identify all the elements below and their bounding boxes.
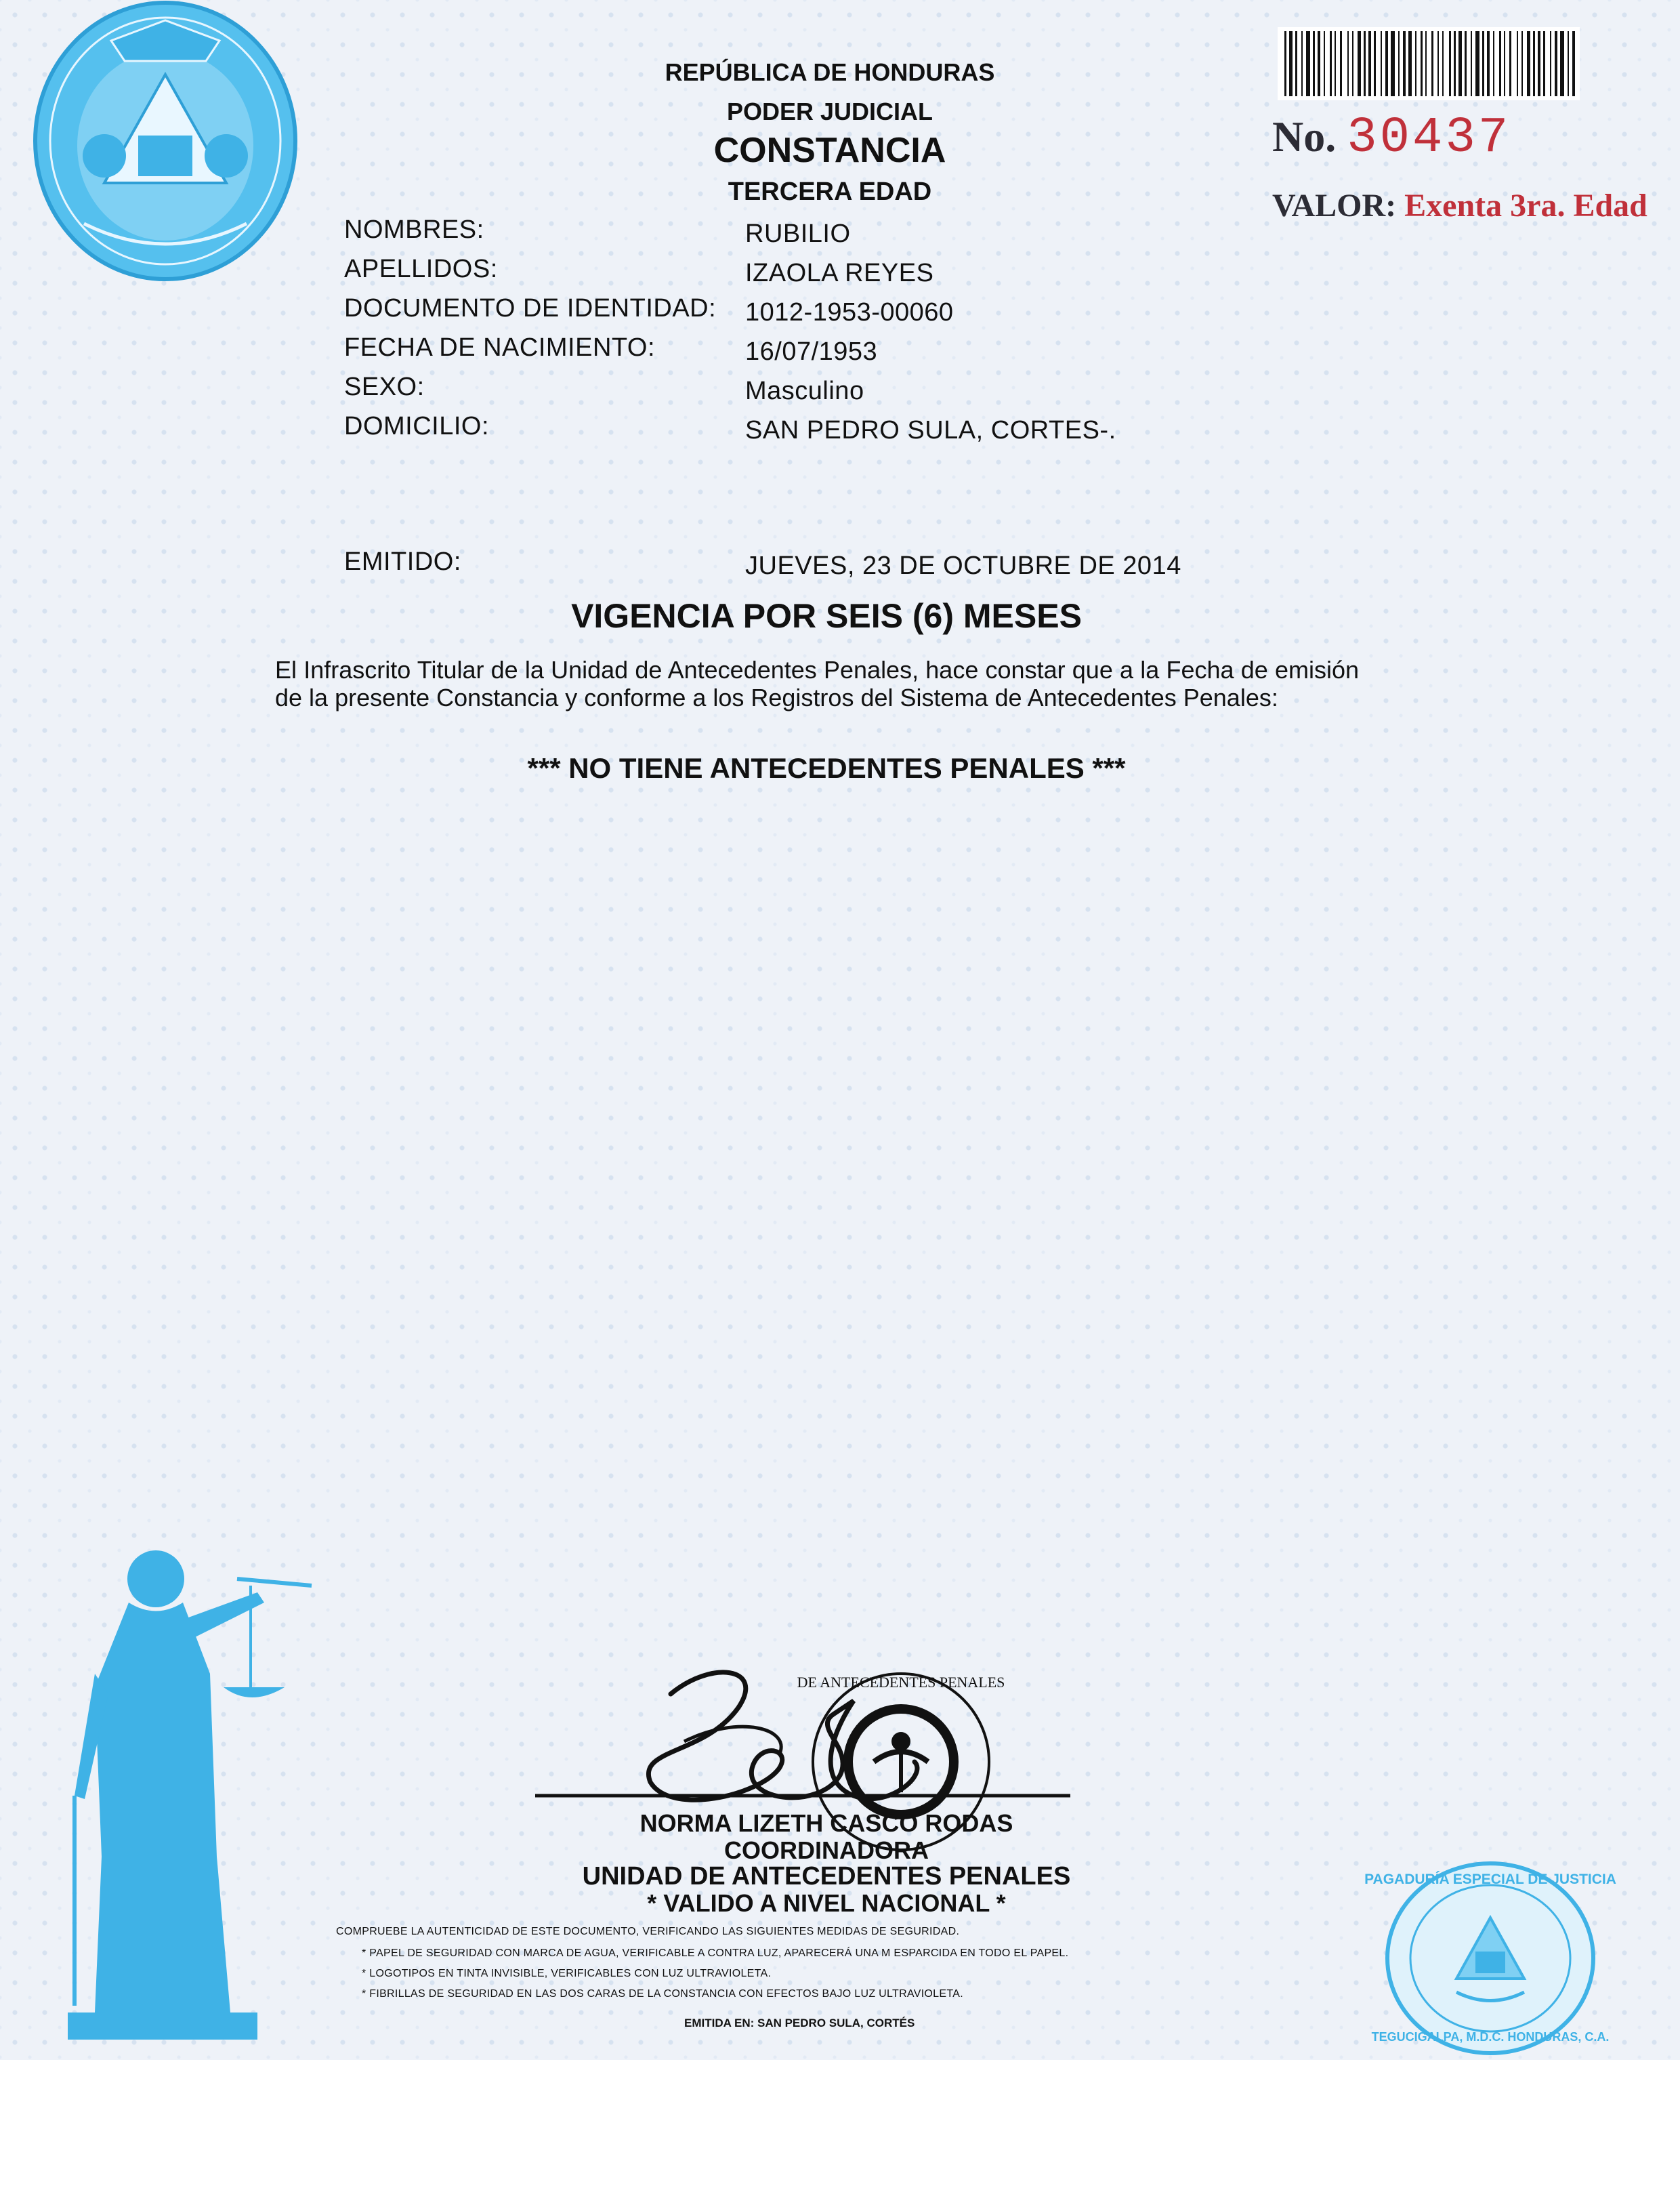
security-note-watermark: * PAPEL DE SEGURIDAD CON MARCA DE AGUA, VERIFICABLE A CONTRA LUZ, APARECERÁ UNA M ESPARCIDA EN TODO EL PAPEL. [362,1947,1069,1959]
field-value-nombres: RUBILIO [745,220,851,248]
barcode-bar [1465,31,1467,96]
serial-prefix: No. [1272,112,1337,161]
barcode-bar [1437,31,1439,96]
validity-heading: VIGENCIA POR SEIS (6) MESES [571,597,1082,635]
barcode-bar [1398,31,1400,96]
barcode-bar [1391,31,1395,96]
signatory-role: COORDINADORA [724,1836,929,1864]
field-value-apellidos: IZAOLA REYES [745,259,934,287]
security-note-uv-logos: * LOGOTIPOS EN TINTA INVISIBLE, VERIFICABLES CON LUZ ULTRAVIOLETA. [362,1968,772,1979]
field-value-domicilio: SAN PEDRO SULA, CORTES-. [745,416,1116,445]
barcode-bar [1415,31,1416,96]
lady-justice-statue [54,1538,312,2040]
barcode-bar [1403,31,1406,96]
barcode-bar [1550,31,1551,96]
barcode-bar [1538,31,1540,96]
barcode-bar [1313,31,1315,96]
barcode-bar [1555,31,1557,96]
coat-of-arms-seal [30,0,301,285]
issued-at: EMITIDA EN: SAN PEDRO SULA, CORTÉS [684,2017,915,2029]
field-value-documento: 1012-1953-00060 [745,298,954,327]
signatory-name: NORMA LIZETH CASCO RODAS [639,1809,1013,1837]
security-note-fibers: * FIBRILLAS DE SEGURIDAD EN LAS DOS CARAS DE LA CONSTANCIA CON EFECTOS BAJO LUZ ULTRAVIOLETA. [362,1988,963,2000]
barcode-bar [1289,31,1293,96]
barcode-bar [1352,31,1353,96]
barcode-bar [1442,31,1444,96]
security-intro: COMPRUEBE LA AUTENTICIDAD DE ESTE DOCUMENTO, VERIFICANDO LAS SIGUIENTES MEDIDAS DE SEGURIDAD. [336,1926,960,1937]
pagaduria-seal [1364,1857,1616,2060]
barcode-bar [1408,31,1412,96]
barcode-bar [1527,31,1530,96]
barcode [1278,27,1580,100]
barcode-bar [1504,31,1505,96]
barcode-bar [1330,31,1332,96]
value-label: VALOR: [1272,188,1397,224]
field-value-sexo: Masculino [745,377,864,405]
result-statement: *** NO TIENE ANTECEDENTES PENALES *** [527,752,1126,784]
barcode-bar [1318,31,1320,96]
barcode-bar [1449,31,1451,96]
barcode-bar [1487,31,1490,96]
barcode-bar [1385,31,1388,96]
barcode-bar [1425,31,1427,96]
serial-value: 30437 [1347,110,1511,167]
country-heading: REPÚBLICA DE HONDURAS [665,58,995,86]
emitido-value: JUEVES, 23 DE OCTUBRE DE 2014 [745,552,1181,580]
barcode-bar [1482,31,1484,96]
barcode-bar [1335,31,1336,96]
pagaduria-location: TEGUCIGALPA, M.D.C. HONDURAS, C.A. [1371,2030,1610,2044]
field-label-domicilio: DOMICILIO: [344,412,490,440]
barcode-bar [1358,31,1361,96]
value-line [1272,187,1647,224]
barcode-bar [1572,31,1575,96]
barcode-bar [1301,31,1303,96]
field-label-nombres: NOMBRES: [344,215,484,244]
field-label-documento: DOCUMENTO DE IDENTIDAD: [344,294,717,323]
stamp-text: DE ANTECEDENTES PENALES [797,1674,1005,1691]
statement-paragraph: El Infrascrito Titular de la Unidad de Antecedentes Penales, hace constar que a la Fecha de emisión de la presente Constancia y conforme a los Registros del Sistema de Antecedentes Penales: [275,656,1359,711]
barcode-bar [1295,31,1297,96]
pagaduria-text: PAGADURÍA ESPECIAL DE JUSTICIA [1364,1872,1616,1887]
value-text: Exenta 3ra. Edad [1404,188,1647,224]
barcode-bar [1284,31,1286,96]
barcode-bar [1458,31,1462,96]
barcode-bar [1499,31,1501,96]
barcode-bar [1533,31,1535,96]
barcode-bar [1381,31,1382,96]
page-title: CONSTANCIA [713,131,946,170]
field-value-fecha-nacimiento: 16/07/1953 [745,337,878,366]
category-subtitle: TERCERA EDAD [728,178,932,206]
barcode-bar [1454,31,1456,96]
barcode-bar [1521,31,1523,96]
emitido-label: EMITIDO: [344,548,461,576]
barcode-bar [1347,31,1349,96]
barcode-bar [1324,31,1325,96]
institution-heading: PODER JUDICIAL [726,98,933,125]
barcode-bar [1568,31,1569,96]
barcode-bar [1306,31,1310,96]
signatory-unit: UNIDAD DE ANTECEDENTES PENALES [582,1862,1071,1891]
barcode-bar [1543,31,1545,96]
barcode-bar [1475,31,1479,96]
barcode-bar [1374,31,1376,96]
national-validity: * VALIDO A NIVEL NACIONAL * [647,1889,1006,1917]
barcode-bar [1517,31,1518,96]
barcode-bar [1431,31,1433,96]
barcode-bar [1509,31,1511,96]
field-label-fecha-nacimiento: FECHA DE NACIMIENTO: [344,333,656,362]
barcode-bar [1493,31,1494,96]
barcode-bar [1471,31,1472,96]
barcode-bar [1368,31,1371,96]
barcode-bar [1560,31,1564,96]
barcode-bar [1421,31,1423,96]
field-label-apellidos: APELLIDOS: [344,255,498,283]
field-label-sexo: SEXO: [344,373,425,401]
barcode-bar [1364,31,1366,96]
serial-number [1272,110,1511,167]
barcode-bar [1340,31,1342,96]
